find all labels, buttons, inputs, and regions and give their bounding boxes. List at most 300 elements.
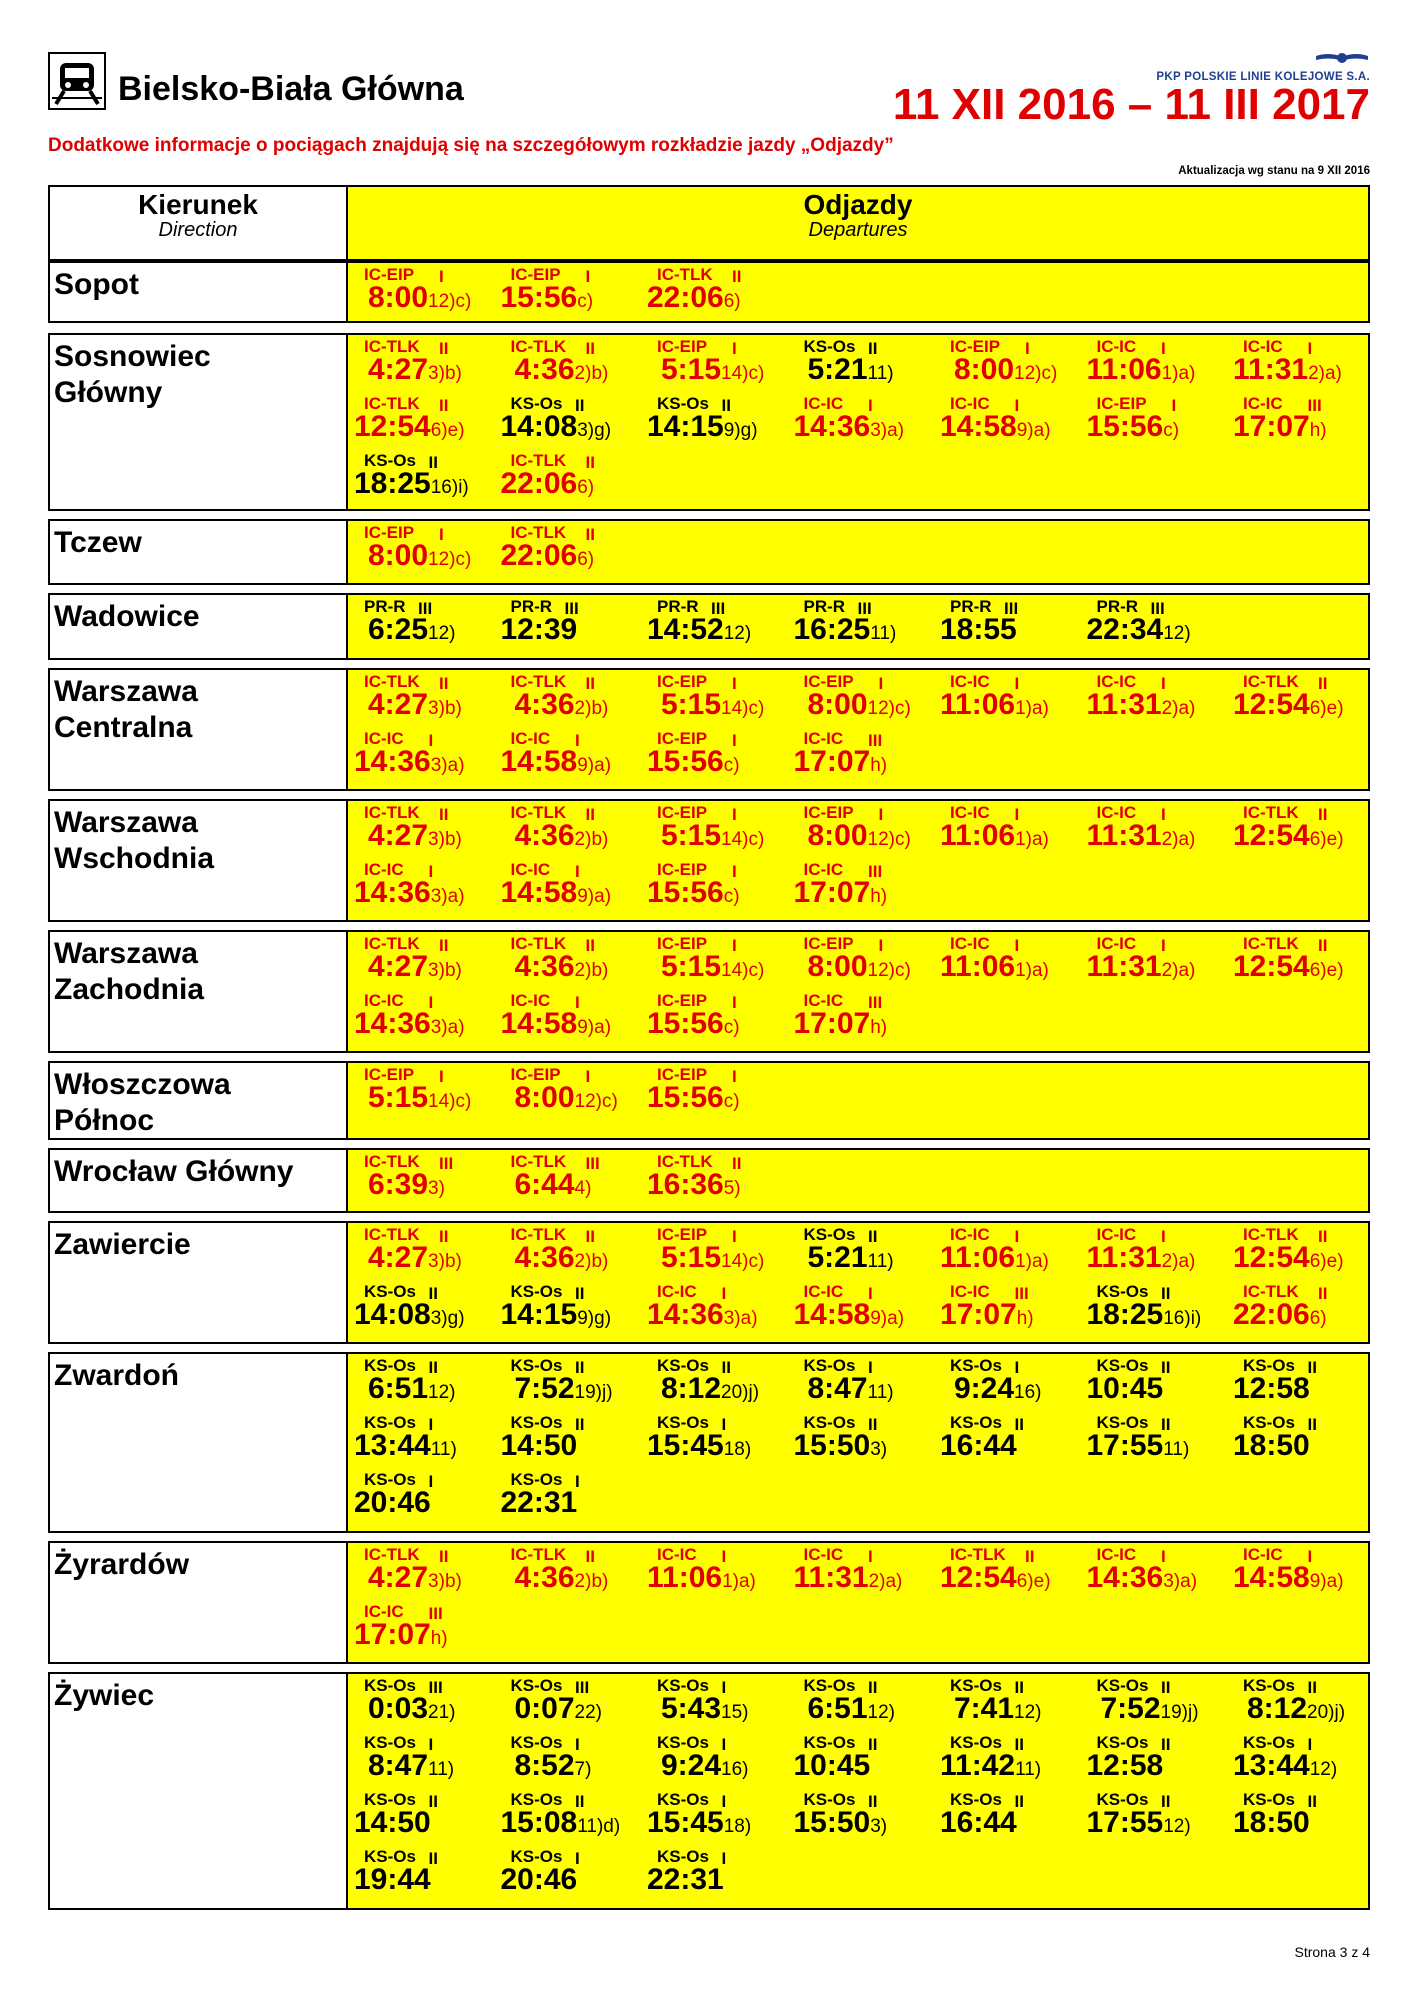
departure-time-line	[1087, 1429, 1190, 1463]
departure-time: 20:46	[354, 1486, 431, 1519]
train-class: III	[868, 993, 883, 1012]
departure-entry	[936, 1788, 1086, 1845]
departure-entry	[936, 670, 1086, 727]
departure-time: 22:31	[647, 1863, 724, 1896]
departure-time: 15:56	[647, 876, 724, 909]
departure-entry	[350, 1063, 500, 1120]
departure-note: 11)	[430, 1439, 457, 1460]
train-class: II	[1307, 1678, 1317, 1697]
departure-time-line	[794, 613, 897, 647]
departure-entry	[936, 1543, 1086, 1600]
train-class: I	[1161, 1547, 1166, 1566]
departure-time: 11:06	[1086, 353, 1162, 386]
destination-cell	[50, 932, 348, 1051]
departure-time: 19:44	[354, 1863, 431, 1896]
departure-time-line	[501, 410, 612, 444]
train-class: I	[1307, 1735, 1313, 1754]
departure-entry	[936, 595, 1086, 652]
departure-time: 12:54	[1233, 819, 1310, 852]
train-class: II	[585, 339, 595, 358]
train-category: KS-Os	[803, 1676, 856, 1695]
departure-entry	[1229, 670, 1379, 727]
departure-note: 11)	[867, 1382, 894, 1403]
departure-note: 3)a)	[430, 755, 465, 776]
departure-entry	[350, 392, 500, 449]
departure-note: c)	[723, 886, 740, 907]
departure-time-line	[808, 688, 911, 722]
train-class: III	[868, 862, 883, 881]
train-class: II	[1161, 1792, 1171, 1811]
departures-cell	[348, 801, 1368, 920]
departure-entry	[643, 801, 793, 858]
train-category: KS-Os	[1096, 1413, 1149, 1432]
departure-time: 4:36	[514, 819, 575, 852]
departure-entry	[1229, 1731, 1379, 1788]
train-category: IC-TLK	[510, 1545, 567, 1564]
departure-time-line	[515, 688, 609, 722]
departure-note: 12)	[1309, 1759, 1338, 1780]
departure-note: 14)c)	[428, 1091, 472, 1112]
departure-time: 17:07	[354, 1618, 431, 1651]
train-class: I	[1014, 805, 1020, 824]
departure-time: 6:51	[807, 1692, 868, 1725]
train-category: PR-R	[803, 597, 846, 616]
departure-time-line	[1087, 410, 1180, 444]
departure-time-line	[808, 1692, 896, 1726]
departure-entry	[643, 1063, 793, 1120]
train-class: II	[585, 936, 595, 955]
departure-time-line	[515, 1749, 592, 1783]
departure-time-line	[368, 281, 471, 315]
departure-note: 16)i)	[1163, 1308, 1202, 1329]
train-class: II	[428, 1849, 438, 1868]
departure-entry	[497, 263, 647, 320]
train-category: PR-R	[950, 597, 992, 616]
departure-entry	[497, 670, 647, 727]
departure-time-line	[515, 950, 609, 984]
train-class: III	[1004, 599, 1019, 618]
departure-entry	[643, 1731, 793, 1788]
departure-note: 3)b)	[428, 829, 462, 850]
departure-time-line	[501, 745, 612, 779]
departure-entry	[350, 1731, 500, 1788]
departure-time-line	[515, 819, 609, 853]
destination-line: Zawiercie	[54, 1228, 191, 1261]
departure-entry	[643, 932, 793, 989]
train-category: KS-Os	[1243, 1413, 1295, 1432]
departure-time-line	[940, 819, 1049, 853]
departure-entry	[643, 1223, 793, 1280]
departure-entry	[1083, 1543, 1233, 1600]
departure-time-line	[368, 1749, 454, 1783]
departure-time: 22:06	[1233, 1298, 1310, 1331]
departure-note: c)	[577, 291, 594, 312]
departure-time: 8:00	[807, 688, 868, 721]
train-category: KS-Os	[510, 1676, 563, 1695]
direction-subtitle: Direction	[158, 219, 238, 241]
departure-note: 3)b)	[428, 1251, 462, 1272]
train-category: KS-Os	[657, 1356, 709, 1375]
train-class: I	[428, 731, 434, 750]
train-category: IC-EIP	[510, 265, 561, 284]
departure-time-line	[661, 1372, 759, 1406]
departure-entry	[350, 1600, 500, 1657]
train-category: IC-IC	[803, 991, 844, 1010]
departure-entry	[350, 1150, 500, 1207]
departure-note: c)	[723, 1017, 740, 1038]
train-class: II	[1318, 674, 1328, 693]
departure-entry	[790, 1731, 940, 1788]
departure-entry	[350, 263, 500, 320]
departure-time: 0:03	[368, 1692, 429, 1725]
departure-time-line	[1233, 1429, 1310, 1463]
departure-time-line	[794, 1561, 903, 1595]
departure-time: 7:41	[954, 1692, 1015, 1725]
train-category: IC-IC	[1243, 394, 1283, 413]
departure-entry	[643, 263, 793, 320]
train-class: I	[878, 936, 884, 955]
train-category: KS-Os	[364, 1676, 416, 1695]
train-class: I	[428, 1472, 434, 1491]
departure-time-line	[1101, 1692, 1199, 1726]
departure-time-line	[954, 1692, 1042, 1726]
train-category: KS-Os	[510, 1356, 563, 1375]
destination-name	[54, 1678, 154, 1714]
departure-time: 11:06	[940, 688, 1016, 721]
departure-note: c)	[723, 1091, 740, 1112]
train-class: II	[1318, 1227, 1328, 1246]
destination-name	[54, 1067, 231, 1139]
departure-time-line	[647, 1561, 756, 1595]
train-category: KS-Os	[950, 1790, 1002, 1809]
departure-time: 5:15	[368, 1081, 429, 1114]
train-class: II	[868, 1415, 878, 1434]
train-category: IC-TLK	[1243, 1225, 1299, 1244]
destination-cell	[50, 521, 348, 583]
departure-entry	[1229, 335, 1379, 392]
departure-time: 9:24	[954, 1372, 1015, 1405]
departure-entry	[790, 801, 940, 858]
departure-note: 2)b)	[574, 363, 609, 384]
departure-note: 7)	[574, 1759, 592, 1780]
departure-time-line	[954, 353, 1057, 387]
departure-note: 11)d)	[577, 1816, 621, 1837]
departure-time: 11:31	[1086, 950, 1162, 983]
train-class: II	[732, 1154, 742, 1173]
departure-time-line	[1233, 1561, 1344, 1595]
departure-time-line	[794, 876, 888, 910]
departure-time: 12:54	[1233, 688, 1310, 721]
departure-entry	[790, 1411, 940, 1468]
departure-time: 14:15	[500, 1298, 578, 1331]
train-class: I	[721, 1792, 727, 1811]
departure-time-line	[661, 1692, 749, 1726]
train-class: I	[1307, 1547, 1313, 1566]
departure-entry	[790, 1280, 940, 1337]
departure-note: 18)	[723, 1439, 752, 1460]
departure-time: 8:12	[1247, 1692, 1308, 1725]
train-category: KS-Os	[803, 1413, 856, 1432]
departure-time-line	[501, 1486, 578, 1520]
departure-time-line	[368, 539, 471, 573]
train-class: III	[857, 599, 872, 618]
departure-time-line	[794, 1429, 888, 1463]
departure-time: 17:07	[793, 745, 871, 778]
page-number: Strona 3 z 4	[1294, 1944, 1370, 1960]
departure-entry	[936, 1674, 1086, 1731]
departures-cell	[348, 1150, 1368, 1211]
train-class: I	[1014, 674, 1020, 693]
departure-time: 0:07	[514, 1692, 575, 1725]
departure-entry	[643, 727, 793, 784]
validity-period: 11 XII 2016 – 11 III 2017	[892, 80, 1370, 129]
departure-entry	[1083, 932, 1233, 989]
departure-note: 2)a)	[1161, 829, 1196, 850]
train-class: I	[439, 525, 444, 544]
departure-time-line	[1233, 1749, 1337, 1783]
departure-entry	[1229, 1354, 1379, 1411]
departure-time: 15:56	[647, 1081, 724, 1114]
departure-time-line	[1087, 613, 1191, 647]
train-class: II	[868, 1792, 878, 1811]
departure-note: h)	[870, 755, 888, 776]
departure-time: 15:50	[793, 1806, 871, 1839]
train-category: KS-Os	[1243, 1733, 1295, 1752]
departure-time-line	[1233, 353, 1342, 387]
departure-time: 16:44	[940, 1429, 1017, 1462]
destination-cell	[50, 670, 348, 789]
departure-time: 14:36	[354, 745, 431, 778]
train-category: KS-Os	[657, 1790, 709, 1809]
train-class: I	[575, 1849, 580, 1868]
train-class: I	[868, 396, 873, 415]
train-class: I	[1014, 1358, 1020, 1377]
departure-time: 12:54	[1233, 1241, 1310, 1274]
departure-entry	[643, 1150, 793, 1207]
train-class: II	[1014, 1678, 1024, 1697]
departure-note: 2)b)	[574, 960, 609, 981]
train-category: KS-Os	[1243, 1676, 1295, 1695]
departure-note: 11)	[428, 1759, 455, 1780]
departure-entry	[497, 1543, 647, 1600]
departure-time: 4:36	[514, 353, 575, 386]
departure-entry	[643, 595, 793, 652]
destination-line: Sopot	[54, 268, 139, 301]
departures-cell	[348, 1354, 1368, 1531]
departure-entry	[643, 670, 793, 727]
train-category: IC-IC	[950, 394, 990, 413]
departure-time: 4:27	[368, 688, 429, 721]
departure-note: 11)	[1163, 1439, 1190, 1460]
departure-time-line	[354, 410, 465, 444]
departure-entry	[790, 595, 940, 652]
departure-entry	[1083, 392, 1233, 449]
departure-note: 1)a)	[1015, 698, 1049, 719]
train-class: II	[585, 1227, 595, 1246]
departure-entry	[1083, 1354, 1233, 1411]
train-category: KS-Os	[510, 1790, 563, 1809]
train-class: III	[1150, 599, 1165, 618]
table-row	[48, 1221, 1370, 1344]
departure-time: 15:08	[500, 1806, 578, 1839]
table-row	[48, 519, 1370, 585]
departure-time: 11:31	[1086, 819, 1162, 852]
departures-cell	[348, 1223, 1368, 1342]
train-category: KS-Os	[510, 1733, 563, 1752]
departure-time-line	[940, 1298, 1034, 1332]
departure-entry	[497, 989, 647, 1046]
departure-time: 10:45	[793, 1749, 871, 1782]
train-class: II	[439, 339, 449, 358]
departure-time-line	[354, 745, 465, 779]
departure-time-line	[647, 1806, 751, 1840]
departure-time-line	[368, 1561, 462, 1595]
departure-note: h)	[1016, 1308, 1034, 1329]
train-class: I	[732, 731, 737, 750]
train-category: KS-Os	[657, 1733, 709, 1752]
train-class: II	[1161, 1358, 1171, 1377]
departure-note: 3)a)	[1163, 1571, 1198, 1592]
train-class: I	[575, 731, 580, 750]
train-class: I	[868, 1547, 873, 1566]
departure-time: 5:15	[661, 819, 722, 852]
departure-time: 11:06	[940, 819, 1016, 852]
departure-note: 6)e)	[1016, 1571, 1051, 1592]
departure-entry	[497, 595, 647, 652]
train-class: I	[439, 267, 444, 286]
train-class: I	[1161, 805, 1166, 824]
train-category: KS-Os	[1243, 1790, 1295, 1809]
train-class: I	[1161, 339, 1166, 358]
departure-note: 2)a)	[1308, 363, 1342, 384]
departure-note: h)	[870, 886, 888, 907]
departure-time: 8:00	[368, 539, 429, 572]
departure-time-line	[661, 688, 764, 722]
train-class: II	[439, 674, 449, 693]
departure-time-line	[501, 1863, 578, 1897]
departure-entry	[643, 1543, 793, 1600]
departure-time: 11:31	[793, 1561, 869, 1594]
departure-entry	[936, 1223, 1086, 1280]
departure-time: 9:24	[661, 1749, 722, 1782]
departures-cell	[348, 263, 1368, 321]
train-class: I	[721, 1849, 727, 1868]
train-class: I	[428, 862, 434, 881]
departure-time: 14:50	[500, 1429, 578, 1462]
train-category: IC-IC	[510, 729, 551, 748]
departure-time: 22:34	[1086, 613, 1164, 646]
train-category: IC-IC	[803, 729, 844, 748]
destination-name	[54, 674, 198, 746]
departure-time: 8:52	[514, 1749, 575, 1782]
departure-time: 8:00	[807, 950, 868, 983]
train-category: KS-Os	[364, 1470, 416, 1489]
train-category: PR-R	[510, 597, 553, 616]
departure-entry	[643, 1411, 793, 1468]
departure-time-line	[940, 1749, 1041, 1783]
train-class: II	[1318, 1284, 1328, 1303]
departure-entry	[936, 801, 1086, 858]
destination-name	[54, 1227, 191, 1263]
train-class: I	[732, 674, 737, 693]
departure-time: 22:31	[500, 1486, 578, 1519]
train-category: KS-Os	[803, 1733, 856, 1752]
departure-time: 20:46	[500, 1863, 578, 1896]
departure-entry	[497, 1354, 647, 1411]
departure-time-line	[647, 1007, 740, 1041]
departure-note: 11)	[867, 1251, 894, 1272]
departure-entry	[497, 1845, 647, 1902]
departure-note: 6)	[1309, 1308, 1327, 1329]
departure-time: 12:54	[940, 1561, 1017, 1594]
departure-note: 3)g)	[577, 420, 612, 441]
departure-entry	[790, 392, 940, 449]
departure-time-line	[1233, 1241, 1344, 1275]
train-class: III	[711, 599, 726, 618]
train-class: III	[564, 599, 579, 618]
departure-time-line	[354, 1863, 431, 1897]
destination-line: Wschodnia	[54, 842, 215, 875]
train-class: I	[868, 1358, 873, 1377]
departure-note: 12)c)	[867, 829, 911, 850]
train-category: KS-Os	[364, 1733, 416, 1752]
departure-time-line	[647, 876, 740, 910]
destination-line: Wrocław Główny	[54, 1155, 294, 1188]
train-class: III	[439, 1154, 454, 1173]
departure-time: 16:25	[793, 613, 871, 646]
train-category: KS-Os	[1096, 1676, 1149, 1695]
departure-time: 6:44	[514, 1168, 575, 1201]
departure-entry	[1083, 801, 1233, 858]
departure-time-line	[515, 353, 609, 387]
departure-entry	[497, 392, 647, 449]
train-class: III	[428, 1604, 443, 1623]
train-category: IC-IC	[803, 1282, 844, 1301]
departure-entry	[350, 335, 500, 392]
departure-time: 12:58	[1233, 1372, 1310, 1405]
train-class: I	[439, 1067, 444, 1086]
departure-entry	[936, 1280, 1086, 1337]
train-category: IC-EIP	[657, 729, 708, 748]
departure-note: h)	[430, 1628, 448, 1649]
train-class: I	[868, 1284, 873, 1303]
train-category: IC-TLK	[364, 803, 420, 822]
train-class: I	[575, 993, 580, 1012]
train-class: II	[1318, 936, 1328, 955]
departure-time: 8:00	[368, 281, 429, 314]
departure-entry	[643, 335, 793, 392]
departure-entry	[1229, 1223, 1379, 1280]
departure-time-line	[1233, 688, 1344, 722]
train-class: I	[721, 1284, 727, 1303]
train-class: II	[439, 1227, 449, 1246]
departure-time: 14:58	[793, 1298, 871, 1331]
departure-time: 6:51	[368, 1372, 429, 1405]
departure-note: 12)	[428, 623, 456, 644]
departure-time-line	[647, 1298, 758, 1332]
departure-note: 11)	[870, 623, 897, 644]
departure-time-line	[368, 1372, 456, 1406]
departure-time: 4:27	[368, 353, 429, 386]
train-class: II	[1307, 1792, 1317, 1811]
departure-entry	[497, 801, 647, 858]
departure-time-line	[661, 950, 764, 984]
departure-time: 15:50	[793, 1429, 871, 1462]
train-class: II	[1307, 1358, 1317, 1377]
departure-time-line	[354, 1298, 465, 1332]
departure-note: 9)g)	[577, 1308, 612, 1329]
departure-note: 1)a)	[1161, 363, 1196, 384]
